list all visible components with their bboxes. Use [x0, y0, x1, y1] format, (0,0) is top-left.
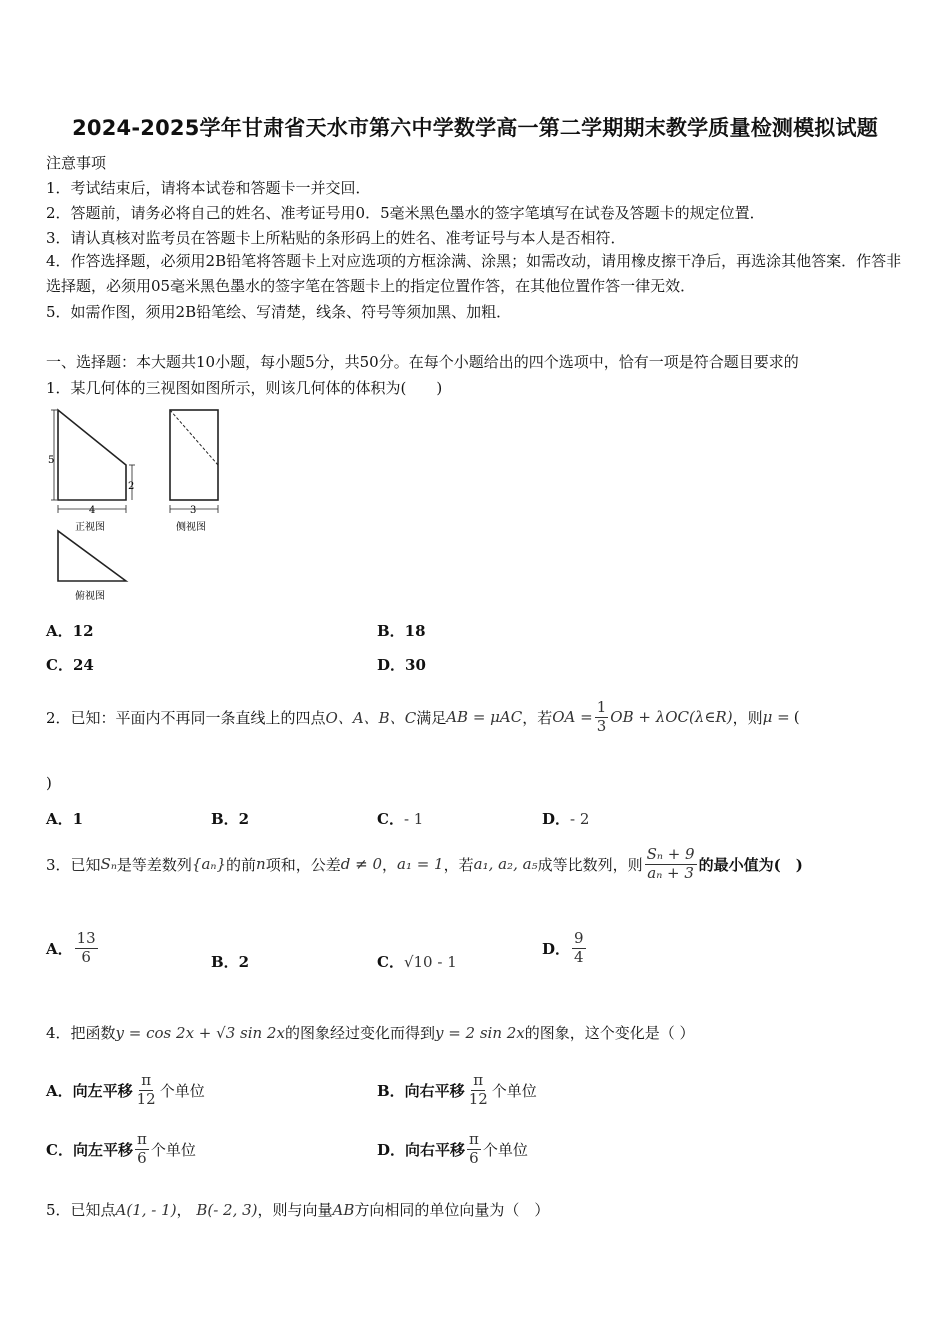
top-view-label: 俯视图: [75, 591, 105, 602]
notice-item-5: 5．如需作图，须用2B铅笔绘、写清楚，线条、符号等须加黑、加粗．: [46, 303, 512, 321]
three-view-figure: [42, 405, 242, 605]
notice-item-2: 2．答题前，请务必将自己的姓名、准考证号用0．5毫米黑色墨水的签字笔填写在试卷及答题卡的规定位置．: [46, 204, 765, 222]
q2-eq1: AB = μAC: [446, 708, 523, 726]
q2-stem: 2．已知：平面内不再同一条直线上的四点 O、A、B、C 满足 AB = μAC ，若 OA = $\frac{1}{3}$ OB + λOC(λ∈R) ，则 μ = (: [46, 698, 800, 735]
side-view-shape: [170, 410, 218, 500]
page-title: 2024-2025学年甘肃省天水市第六中学数学高一第二学期期末教学质量检测模拟试题: [72, 116, 878, 140]
q3-option-c: C．√10 - 1: [377, 953, 457, 971]
dim-label-3: 3: [190, 505, 197, 516]
section-heading: 一、选择题：本大题共10小题，每小题5分，共50分。在每个小题给出的四个选项中，恰有一项是符合题目要求的: [46, 353, 799, 371]
q2-points: O、A、B、C: [325, 708, 417, 727]
notice-item-4: 4．作答选择题，必须用2B铅笔将答题卡上对应选项的方框涂满、涂黑；如需改动，请用橡皮擦干净后，再选涂其他答案．作答非选择题，必须用05毫米黑色墨水的签字笔在答题卡上的指定位置作答，在其他位置作答一律无效．: [46, 252, 902, 295]
q3-stem: 3．已知 Sₙ 是等差数列 {aₙ} 的前 n 项和，公差 d ≠ 0 ， a₁ = 1 ，若 a₁, a₂, a₅ 成等比数列，则 $\frac{\text{Sₙ + 9}}{\text{aₙ + 3}}$ 的最小值为( ): [46, 845, 803, 882]
q1-option-c: C．24: [46, 656, 94, 674]
notice-item-1: 1．考试结束后，请将本试卷和答题卡一并交回．: [46, 179, 371, 197]
q2-eq2b: OB + λOC(λ∈R): [610, 708, 733, 726]
top-view-shape: [58, 531, 126, 581]
dim-label-5: 5: [48, 455, 55, 466]
q4-option-d: D．向右平移 $\frac{\pi}{6}$ 个单位: [377, 1130, 528, 1167]
q2-eq3: μ =: [762, 708, 790, 726]
q3-option-d: D． $\frac{9}{4}$: [542, 929, 584, 966]
q2-option-c: C．- 1: [377, 810, 424, 828]
q2-option-d: D．- 2: [542, 810, 590, 828]
q3-option-a: A． $\frac{13}{6}$: [46, 929, 96, 966]
notice-item-3: 3．请认真核对监考员在答题卡上所粘贴的条形码上的姓名、准考证号与本人是否相符．: [46, 229, 626, 247]
q1-option-a: A．12: [46, 622, 94, 640]
front-view-shape: [58, 410, 126, 500]
dim-label-2: 2: [128, 481, 135, 492]
q4-stem: 4．把函数y = cos 2x + √3 sin 2x的图象经过变化而得到y = 2 sin 2x的图象，这个变化是（ ）: [46, 1024, 695, 1042]
q4-option-b: B．向右平移 $\frac{\pi}{12}$ 个单位: [377, 1071, 537, 1108]
q3-fraction: $\frac{\text{Sₙ + 9}}{\text{aₙ + 3}}$: [646, 845, 695, 882]
notice-heading: 注意事项: [46, 154, 107, 172]
q1-option-d: D．30: [377, 656, 426, 674]
q2-fraction: $\frac{1}{3}$: [596, 698, 607, 735]
q1-option-b: B．18: [377, 622, 426, 640]
side-view-label: 侧视图: [176, 522, 206, 533]
q1-stem: 1．某几何体的三视图如图所示，则该几何体的体积为( ): [46, 379, 443, 397]
q4-option-c: C．向左平移 $\frac{\pi}{6}$ 个单位: [46, 1130, 196, 1167]
q4-option-a: A．向左平移 $\frac{\pi}{12}$ 个单位: [46, 1071, 205, 1108]
q2-option-a: A．1: [46, 810, 84, 828]
q2-close: ): [46, 774, 52, 792]
q3-option-b: B．2: [211, 953, 250, 971]
front-view-label: 正视图: [75, 522, 105, 533]
q2-eq2a: OA =: [552, 708, 593, 726]
q5-stem: 5．已知点A(1, - 1)， B(- 2, 3)，则与向量AB方向相同的单位向量为（ ）: [46, 1201, 550, 1219]
q2-option-b: B．2: [211, 810, 250, 828]
dim-label-4: 4: [89, 505, 96, 516]
